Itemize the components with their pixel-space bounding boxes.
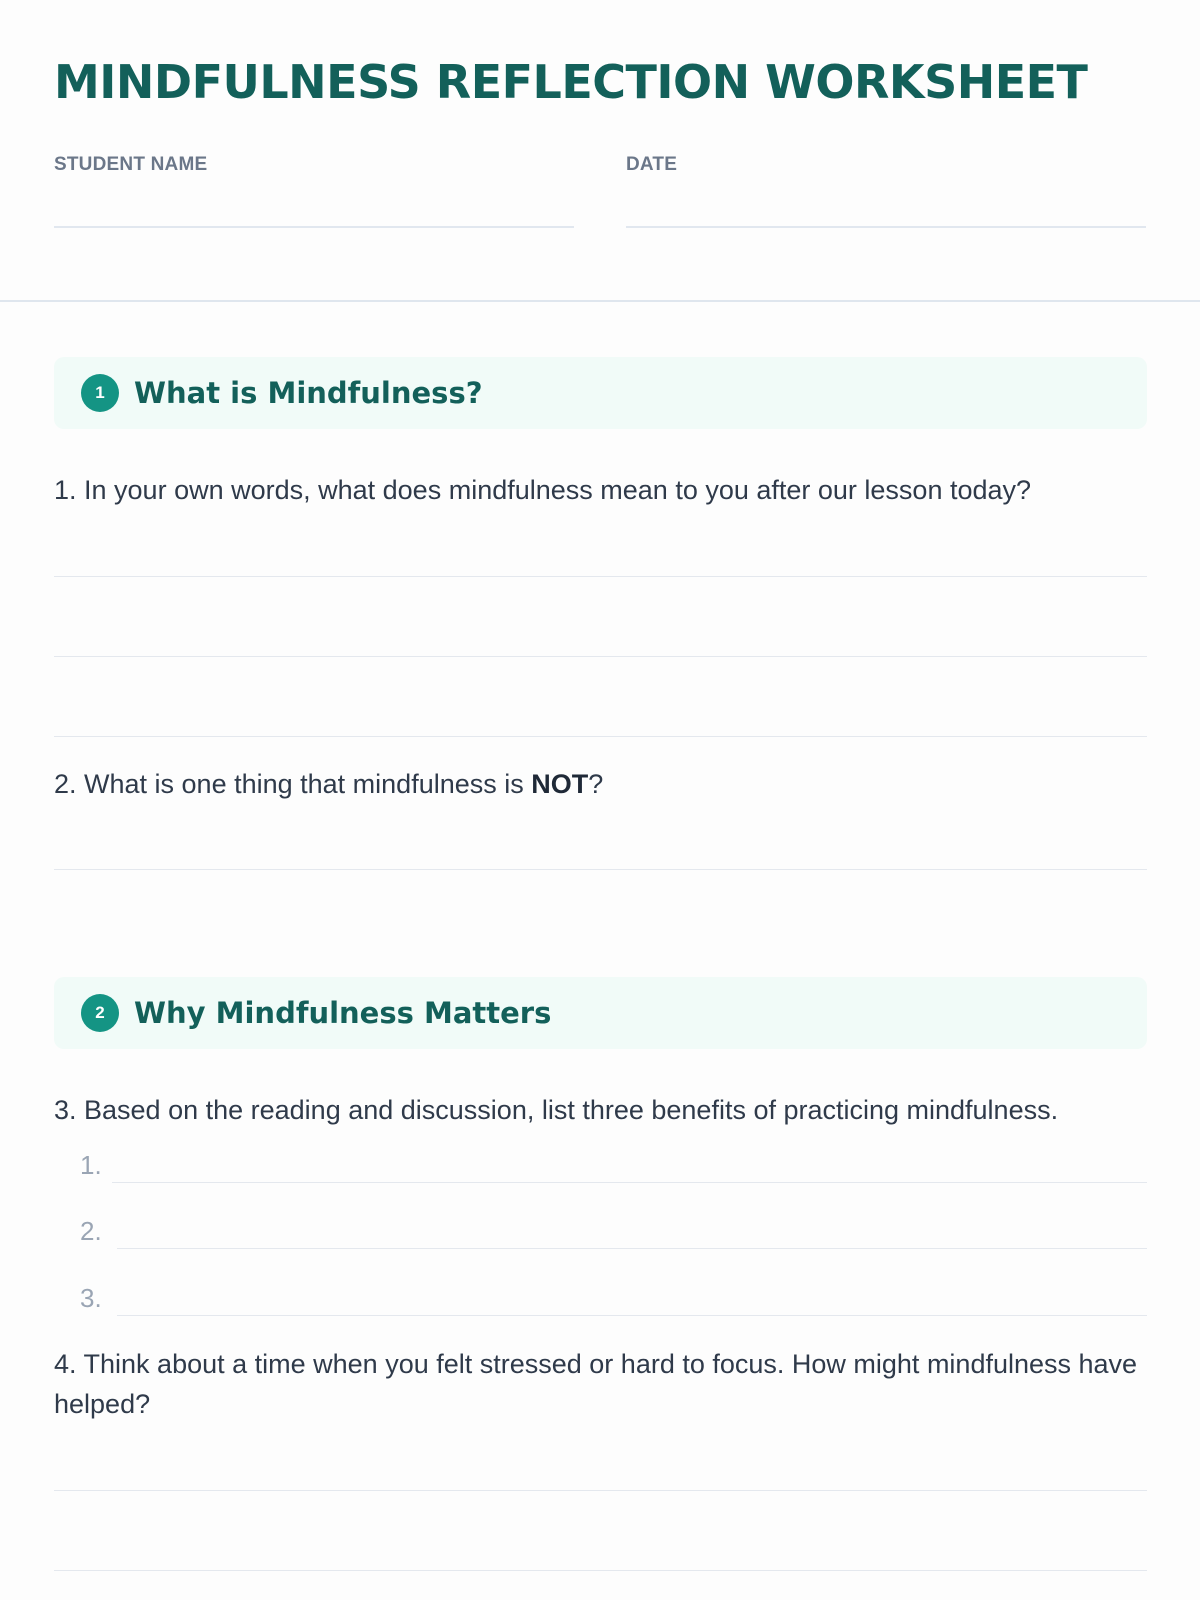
benefit-line-1[interactable] [112,1182,1147,1183]
answer-line-q1-1[interactable] [54,576,1147,577]
answer-line-q4-2[interactable] [54,1570,1147,1571]
header-divider [0,300,1200,302]
question-2-emphasis: NOT [531,769,589,799]
date-field [626,153,1146,228]
answer-line-q1-2[interactable] [54,656,1147,657]
question-4: 4. Think about a time when you felt stressed or hard to focus. How might mindfulness have helped? [54,1349,1138,1419]
question-3: 3. Based on the reading and discussion, list three benefits of practicing mindfulness. [54,1095,1059,1125]
section-title: What is Mindfulness? [134,376,483,410]
benefit-line-3[interactable] [117,1315,1147,1316]
question-1: 1. In your own words, what does mindfulness mean to you after our lesson today? [54,475,1032,505]
question-2-end: ? [588,769,604,799]
benefit-number-3: 3. [80,1283,102,1313]
section-title: Why Mindfulness Matters [134,996,552,1030]
benefit-number-1: 1. [80,1150,102,1180]
section-header-2 [54,977,1147,1049]
benefit-number-2: 2. [80,1216,102,1246]
date-input-line[interactable] [626,226,1146,228]
student-info-row [54,153,1146,228]
section-number-badge: 1 [81,374,119,412]
answer-line-q2-1[interactable] [54,869,1147,870]
student-name-field [54,153,574,228]
student-name-label: STUDENT NAME [54,154,208,175]
page-title: MINDFULNESS REFLECTION WORKSHEET [54,55,1088,109]
student-name-input-line[interactable] [54,226,574,228]
question-2 [54,764,1154,804]
worksheet-header [0,0,1200,250]
question-2-text: 2. What is one thing that mindfulness is [54,769,532,799]
answer-line-q1-3[interactable] [54,736,1147,737]
section-header-1 [54,357,1147,429]
answer-line-q4-1[interactable] [54,1490,1147,1491]
benefit-line-2[interactable] [117,1248,1147,1249]
section-number-badge: 2 [81,994,119,1032]
date-label: DATE [626,154,678,175]
